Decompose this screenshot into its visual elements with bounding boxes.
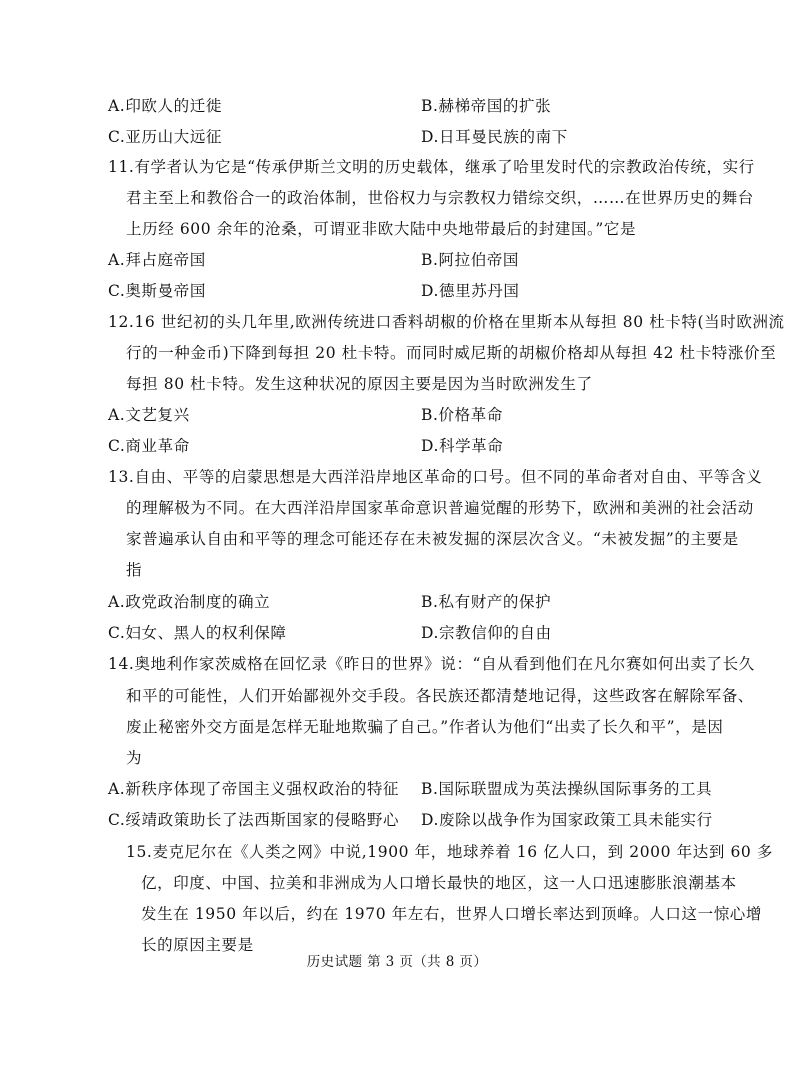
q15-stem-line-3: 发生在 1950 年以后，约在 1970 年左右，世界人口增长率达到顶峰。人口这一惊心增 bbox=[141, 905, 763, 923]
q13-stem-line-4: 指 bbox=[126, 561, 143, 579]
q15-stem-line-2: 亿，印度、中国、拉美和非洲成为人口增长最快的地区，这一人口迅速膨胀浪潮基本 bbox=[141, 874, 737, 892]
q13-option-b: B.私有财产的保护 bbox=[421, 593, 552, 611]
q14-option-c: C.绥靖政策助长了法西斯国家的侵略野心 bbox=[108, 811, 400, 829]
q14-stem-line-1: 14.奥地利作家茨威格在回忆录《昨日的世界》说：“自从看到他们在凡尔赛如何出卖了长久 bbox=[108, 655, 755, 673]
q10-option-a: A.印欧人的迁徙 bbox=[108, 97, 222, 115]
q10-option-c: C.亚历山大远征 bbox=[108, 128, 223, 146]
q11-stem-line-3: 上历经 600 余年的沧桑，可谓亚非欧大陆中央地带最后的封建国。”它是 bbox=[126, 220, 637, 238]
q14-stem-line-3: 废止秘密外交方面是怎样无耻地欺骗了自己。”作者认为他们“出卖了长久和平”，是因 bbox=[126, 718, 724, 736]
q11-stem-line-2: 君主至上和教俗合一的政治体制，世俗权力与宗教权力错综交织，……在世界历史的舞台 bbox=[126, 189, 754, 207]
q12-stem-line-2: 行的一种金币)下降到每担 20 杜卡特。而同时威尼斯的胡椒价格却从每担 42 杜卡特涨价至 bbox=[126, 344, 777, 362]
q10-option-b: B.赫梯帝国的扩张 bbox=[421, 97, 552, 115]
q12-stem-line-3: 每担 80 杜卡特。发生这种状况的原因主要是因为当时欧洲发生了 bbox=[126, 375, 593, 393]
q12-option-c: C.商业革命 bbox=[108, 437, 190, 455]
q12-option-a: A.文艺复兴 bbox=[108, 406, 190, 424]
q13-stem-line-2: 的理解极为不同。在大西洋沿岸国家革命意识普遍觉醒的形势下，欧洲和美洲的社会活动 bbox=[126, 499, 754, 517]
q14-stem-line-2: 和平的可能性，人们开始鄙视外交手段。各民族还都清楚地记得，这些政客在解除军备、 bbox=[126, 687, 754, 705]
page-footer: 历史试题 第 3 页（共 8 页） bbox=[306, 954, 488, 970]
q13-option-a: A.政党政治制度的确立 bbox=[108, 593, 271, 611]
q14-option-d: D.废除以战争作为国家政策工具未能实行 bbox=[421, 811, 713, 829]
q14-stem-line-4: 为 bbox=[126, 749, 143, 767]
q11-option-d: D.德里苏丹国 bbox=[421, 282, 520, 300]
q14-option-b: B.国际联盟成为英法操纵国际事务的工具 bbox=[421, 780, 713, 798]
q11-option-b: B.阿拉伯帝国 bbox=[421, 251, 520, 269]
q10-option-d: D.日耳曼民族的南下 bbox=[421, 128, 568, 146]
q11-stem-line-1: 11.有学者认为它是“传承伊斯兰文明的历史载体，继承了哈里发时代的宗教政治传统，实行 bbox=[108, 158, 755, 176]
q13-stem-line-3: 家普遍承认自由和平等的理念可能还存在未被发掘的深层次含义。“未被发掘”的主要是 bbox=[126, 530, 739, 548]
q15-stem-line-1: 15.麦克尼尔在《人类之网》中说,1900 年，地球养着 16 亿人口，到 2000 年达到 60 多 bbox=[126, 843, 774, 861]
q12-stem-line-1: 12.16 世纪初的头几年里,欧洲传统进口香料胡椒的价格在里斯本从每担 80 杜卡特(当时欧洲流 bbox=[108, 313, 785, 331]
q13-stem-line-1: 13.自由、平等的启蒙思想是大西洋沿岸地区革命的口号。但不同的革命者对自由、平等含义 bbox=[108, 468, 763, 486]
q11-option-a: A.拜占庭帝国 bbox=[108, 251, 206, 269]
q12-option-d: D.科学革命 bbox=[421, 437, 504, 455]
q12-option-b: B.价格革命 bbox=[421, 406, 503, 424]
q11-option-c: C.奥斯曼帝国 bbox=[108, 282, 206, 300]
q13-option-c: C.妇女、黑人的权利保障 bbox=[108, 624, 287, 642]
q14-option-a: A.新秩序体现了帝国主义强权政治的特征 bbox=[108, 780, 400, 798]
q15-stem-line-4: 长的原因主要是 bbox=[141, 936, 254, 954]
q13-option-d: D.宗教信仰的自由 bbox=[421, 624, 552, 642]
